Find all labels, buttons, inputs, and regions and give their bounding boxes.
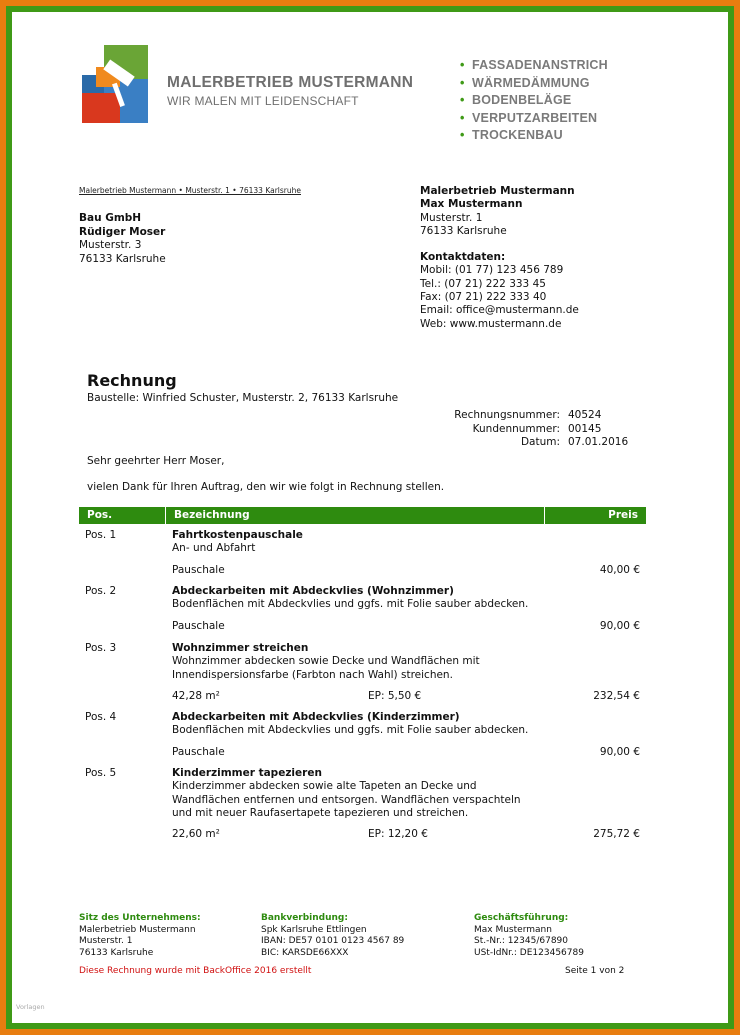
company-name: MALERBETRIEB MUSTERMANN (167, 74, 414, 91)
item-body (172, 767, 552, 820)
item-pos: Pos. 3 (85, 642, 117, 654)
invoice-number: 40524 (568, 409, 602, 421)
item-title: Abdeckarbeiten mit Abdeckvlies (Wohnzimmer) (172, 585, 454, 597)
contact-email: Email: office@mustermann.de (420, 304, 579, 317)
footer-management (474, 913, 584, 959)
footer-bank (261, 913, 404, 959)
item-title: Abdeckarbeiten mit Abdeckvlies (Kinderzimmer) (172, 711, 460, 723)
company-slogan: WIR MALEN MIT LEIDENSCHAFT (167, 94, 359, 108)
item-unit-price: EP: 12,20 € (368, 828, 428, 840)
item-title: Wohnzimmer streichen (172, 642, 309, 654)
bullet-icon: • (460, 110, 465, 125)
item-qty: 22,60 m² (172, 828, 220, 840)
item-desc: An- und Abfahrt (172, 542, 256, 555)
footer-line: Musterstr. 1 (79, 936, 133, 946)
sender-address (420, 185, 579, 331)
item-unit-price: EP: 5,50 € (368, 690, 422, 702)
painter-logo-icon (82, 45, 148, 123)
header-pos: Pos. (87, 509, 113, 521)
item-desc: Wandflächen entfernen und entsorgen. Wandflächen verspachteln (172, 793, 521, 806)
footer-line: BIC: KARSDE66XXX (261, 947, 349, 958)
item-title: Kinderzimmer tapezieren (172, 767, 322, 779)
item-qty: 42,28 m² (172, 690, 220, 702)
contact-web: Web: www.mustermann.de (420, 317, 562, 330)
item-price: 40,00 € (599, 564, 640, 576)
item-body (172, 642, 552, 682)
footer-line: St.-Nr.: 12345/67890 (474, 936, 569, 946)
bullet-icon: • (460, 58, 465, 72)
sender-city: 76133 Karlsruhe (420, 224, 507, 237)
footer-line: Max Mustermann (474, 924, 552, 935)
recipient-address (79, 212, 166, 266)
item-price: 275,72 € (593, 828, 640, 840)
item-desc: Innendispersionsfarbe (Farbton nach Wahl) streichen. (172, 668, 453, 681)
recipient-name: Rüdiger Moser (79, 225, 166, 238)
intro-text: vielen Dank für Ihren Auftrag, den wir wie folgt in Rechnung stellen. (87, 481, 445, 493)
service-item: • WÄRMEDÄMMUNG (460, 75, 608, 93)
item-pos: Pos. 4 (85, 711, 117, 723)
item-pos: Pos. 2 (85, 585, 117, 597)
contact-fax: Fax: (07 21) 222 333 40 (420, 291, 547, 304)
table-header (79, 507, 646, 524)
bullet-icon: • (460, 93, 465, 107)
item-pos: Pos. 5 (85, 767, 117, 779)
item-pos: Pos. 1 (85, 529, 117, 541)
item-price: 90,00 € (599, 746, 640, 758)
item-body (172, 711, 552, 738)
invoice-date: 07.01.2016 (568, 436, 629, 448)
header-description: Bezeichnung (174, 509, 250, 521)
sender-return-line: Malerbetrieb Mustermann • Musterstr. 1 • 76133 Karlsruhe (79, 186, 301, 195)
recipient-street: Musterstr. 3 (79, 239, 142, 251)
greeting: Sehr geehrter Herr Moser, (87, 455, 225, 467)
item-desc: und mit neuer Raufasertapete tapezieren und streichen. (172, 806, 469, 819)
recipient-city: 76133 Karlsruhe (79, 252, 166, 265)
document-title: Rechnung (87, 371, 177, 390)
item-price: 90,00 € (599, 620, 640, 632)
item-desc: Wohnzimmer abdecken sowie Decke und Wandflächen mit (172, 655, 480, 668)
item-qty: Pauschale (172, 620, 225, 632)
item-desc: Kinderzimmer abdecken sowie alte Tapeten an Decke und (172, 780, 477, 793)
footer-line: Spk Karlsruhe Ettlingen (261, 924, 367, 935)
footer-heading: Sitz des Unternehmens: (79, 913, 201, 923)
item-body (172, 585, 552, 612)
invoice-meta (430, 409, 630, 450)
contact-tel: Tel.: (07 21) 222 333 45 (420, 277, 546, 290)
item-qty: Pauschale (172, 746, 225, 758)
header-divider (165, 507, 166, 524)
sender-company: Malerbetrieb Mustermann (420, 185, 575, 197)
backoffice-note: Diese Rechnung wurde mit BackOffice 2016 erstellt (79, 966, 312, 976)
header-divider (544, 507, 545, 524)
contact-heading: Kontaktdaten: (420, 251, 506, 264)
item-qty: Pauschale (172, 564, 225, 576)
footer-line: IBAN: DE57 0101 0123 4567 89 (261, 936, 405, 946)
page-number: Seite 1 von 2 (565, 966, 625, 976)
contact-mobile: Mobil: (01 77) 123 456 789 (420, 264, 564, 277)
invoice-number-label: Rechnungsnummer: (454, 409, 560, 421)
recipient-company: Bau GmbH (79, 212, 142, 224)
item-desc: Bodenflächen mit Abdeckvlies und ggfs. mit Folie sauber abdecken. (172, 598, 529, 611)
service-item: • FASSADENANSTRICH (460, 57, 608, 75)
item-desc: Bodenflächen mit Abdeckvlies und ggfs. mit Folie sauber abdecken. (172, 724, 529, 737)
bullet-icon: • (460, 128, 465, 142)
bullet-icon: • (460, 75, 465, 90)
watermark: Vorlagen (16, 1003, 45, 1011)
footer-heading: Geschäftsführung: (474, 913, 569, 923)
footer-heading: Bankverbindung: (261, 913, 348, 923)
header-price: Preis (608, 509, 638, 521)
footer-line: 76133 Karlsruhe (79, 947, 154, 958)
customer-number: 00145 (568, 422, 602, 435)
service-item: • VERPUTZARBEITEN (460, 110, 608, 128)
footer-line: USt-IdNr.: DE123456789 (474, 947, 584, 958)
service-item: • TROCKENBAU (460, 127, 608, 145)
item-title: Fahrtkostenpauschale (172, 529, 303, 541)
sender-name: Max Mustermann (420, 198, 523, 211)
footer-line: Malerbetrieb Mustermann (79, 924, 196, 935)
customer-number-label: Kundennummer: (472, 422, 560, 435)
service-item: • BODENBELÄGE (460, 92, 608, 110)
item-price: 232,54 € (593, 690, 640, 702)
sender-street: Musterstr. 1 (420, 211, 483, 224)
construction-site: Baustelle: Winfried Schuster, Musterstr. 2, 76133 Karlsruhe (87, 392, 399, 404)
services-list (460, 57, 608, 145)
footer-company-seat (79, 913, 201, 959)
invoice-date-label: Datum: (520, 436, 560, 448)
item-body (172, 529, 552, 556)
